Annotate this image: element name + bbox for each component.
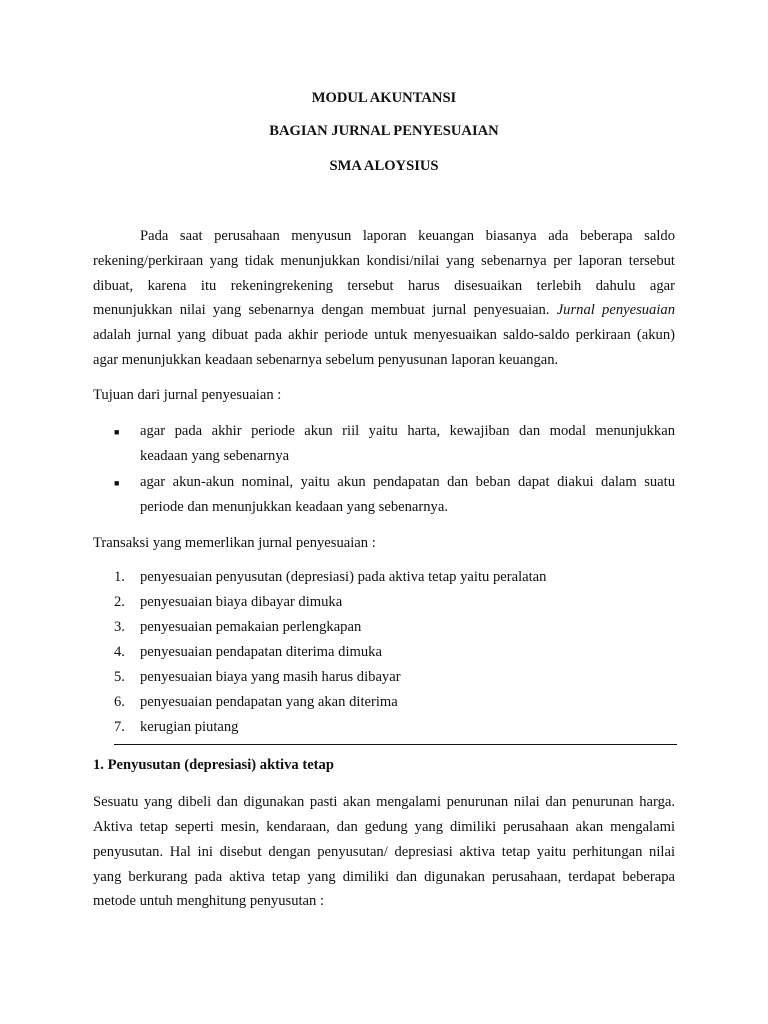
transaction-item: penyesuaian biaya yang masih harus dibayar [140,669,401,685]
transactions-heading: Transaksi yang memerlikan jurnal penyesuaian : [93,535,376,551]
bullet-icon: ■ [114,478,120,488]
bullet-icon: ■ [114,427,120,437]
transaction-item: penyesuaian pemakaian perlengkapan [140,619,362,635]
transaction-item: penyesuaian penyusutan (depresiasi) pada aktiva tetap yaitu peralatan [140,569,547,585]
transaction-item: penyesuaian biaya dibayar dimuka [140,594,343,610]
intro-line-3: dibuat, karena itu rekeningrekening tersebut harus disesuaikan terlebih dahulu agar [93,278,675,294]
section-1-line-2: Aktiva tetap seperti mesin, kendaraan, dan gedung yang dimiliki perusahaan akan mengalami [93,819,675,835]
goal-2-line-2: periode dan menunjukkan keadaan yang sebenarnya. [140,499,448,515]
transaction-number: 6. [114,694,125,710]
section-divider [114,744,677,745]
document-subtitle: BAGIAN JURNAL PENYESUAIAN [269,123,499,139]
school-name: SMA ALOYSIUS [329,158,439,174]
transaction-number: 2. [114,594,125,610]
transaction-number: 1. [114,569,125,585]
section-1-line-4: yang berkurang pada aktiva tetap yang dimiliki dan digunakan perusahaan, terdapat beberapa [93,869,675,885]
transaction-number: 7. [114,719,125,735]
transaction-item: penyesuaian pendapatan diterima dimuka [140,644,382,660]
goal-1-line-1: agar pada akhir periode akun riil yaitu harta, kewajiban dan modal menunjukkan [140,423,675,439]
section-1-line-1: Sesuatu yang dibeli dan digunakan pasti akan mengalami penurunan nilai dan penurunan harga. [93,794,675,810]
goals-heading: Tujuan dari jurnal penyesuaian : [93,387,282,403]
transaction-number: 4. [114,644,125,660]
intro-term-italic: Jurnal penyesuaian [556,302,676,318]
transaction-number: 5. [114,669,125,685]
intro-line-5: adalah jurnal yang dibuat pada akhir periode untuk menyesuaikan saldo-saldo perkiraan (akun) [93,327,675,343]
goal-1-line-2: keadaan yang sebenarnya [140,448,290,464]
transaction-item: kerugian piutang [140,719,239,735]
section-1-title: 1. Penyusutan (depresiasi) aktiva tetap [93,757,334,773]
goal-2-line-1: agar akun-akun nominal, yaitu akun pendapatan dan beban dapat diakui dalam suatu [140,474,675,490]
intro-line-1: Pada saat perusahaan menyusun laporan keuangan biasanya ada beberapa saldo [140,228,675,244]
intro-line-4 [93,301,675,319]
intro-line-6: agar menunjukkan keadaan sebenarnya sebelum penyusunan laporan keuangan. [93,352,559,368]
intro-line-4-text: menunjukkan nilai yang sebenarnya dengan membuat jurnal penyesuaian. [93,302,550,318]
section-1-line-5: metode untuh menghitung penyusutan : [93,893,325,909]
transaction-number: 3. [114,619,125,635]
section-1-line-3: penyusutan. Hal ini disebut dengan penyusutan/ depresiasi aktiva tetap yaitu perhitungan nilai [93,844,675,860]
document-title: MODUL AKUNTANSI [311,90,457,106]
intro-line-2: rekening/perkiraan yang tidak menunjukkan kondisi/nilai yang sebenarnya per laporan tersebut [93,253,675,269]
transaction-item: penyesuaian pendapatan yang akan diterima [140,694,398,710]
